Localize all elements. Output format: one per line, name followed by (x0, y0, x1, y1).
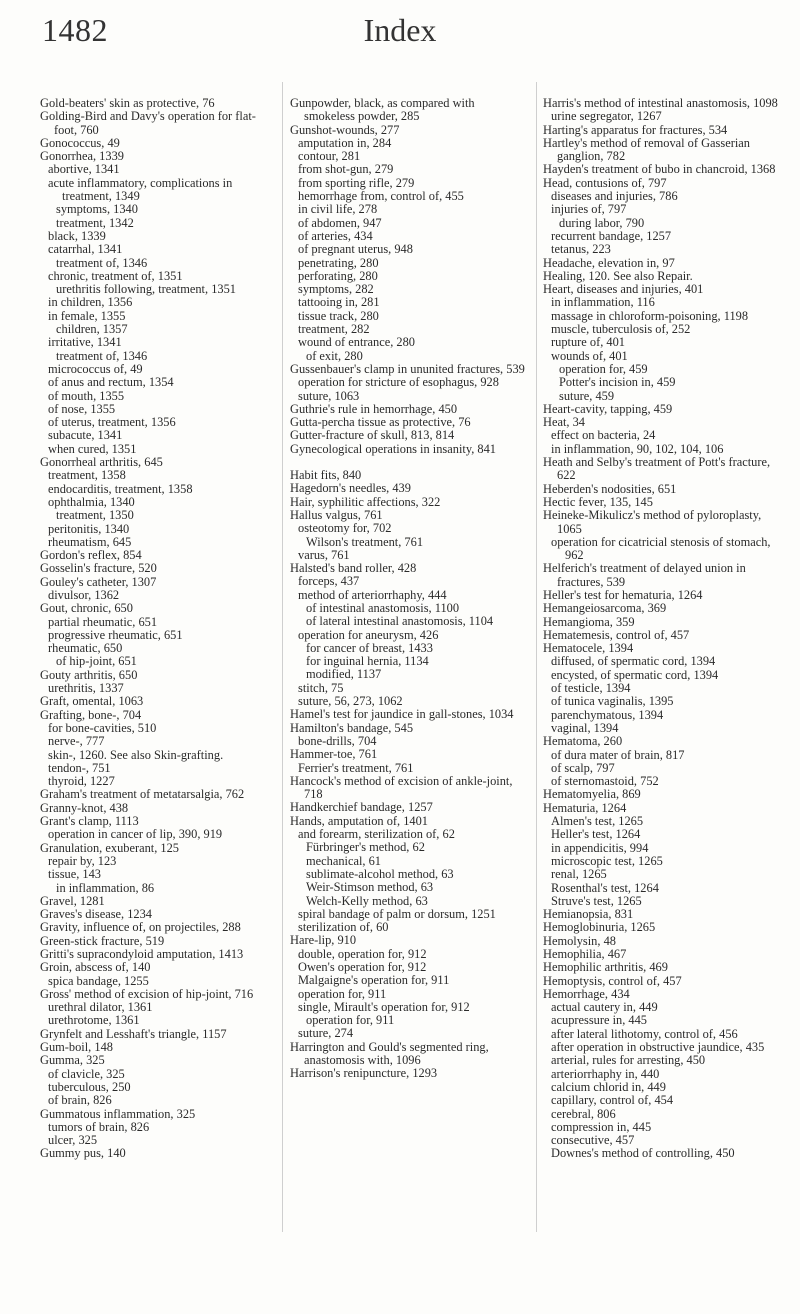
index-entry: Hemophilia, 467 (543, 947, 627, 961)
index-entry: Gonorrheal arthritis, 645 (40, 455, 163, 470)
index-entry: urethral dilator, 1361 (48, 1000, 153, 1015)
index-entry: thyroid, 1227 (48, 774, 115, 789)
page-title: Index (363, 12, 437, 48)
index-entry: after lateral lithotomy, control of, 456 (551, 1026, 738, 1041)
index-entry: for bone-cavities, 510 (48, 720, 157, 735)
index-entry: calcium chlorid in, 449 (551, 1079, 666, 1094)
index-entry: Graham's treatment of metatarsalgia, 762 (40, 787, 245, 802)
index-entry: Halsted's band roller, 428 (290, 561, 417, 576)
index-entry: of dura mater of brain, 817 (551, 747, 685, 762)
index-entry: double, operation for, 912 (298, 946, 427, 961)
index-entry: partial rheumatic, 651 (48, 614, 158, 629)
index-entry: when cured, 1351 (48, 441, 137, 456)
index-entry: actual cautery in, 449 (551, 1000, 658, 1015)
index-column-2 (290, 97, 526, 1081)
index-entry: Gonorrhea, 1339 (40, 149, 124, 164)
index-entry: method of arteriorrhaphy, 444 (298, 587, 447, 602)
index-entry: Gouley's catheter, 1307 (40, 574, 157, 589)
index-entry: for cancer of breast, 1433 (306, 640, 433, 655)
index-entry: Hamel's test for jaundice in gall-stones, 1034 (290, 707, 514, 722)
index-entry: of clavicle, 325 (48, 1066, 125, 1081)
index-entry: contour, 281 (298, 149, 361, 164)
index-entry: Wilson's treatment, 761 (306, 534, 424, 549)
index-entry: Hematocele, 1394 (543, 641, 634, 656)
index-entry: Downes's method of controlling, 450 (551, 1146, 735, 1161)
index-entry: treatment, 1358 (48, 468, 126, 483)
index-entry: catarrhal, 1341 (48, 242, 123, 257)
index-entry: Gravity, influence of, on projectiles, 288 (40, 920, 241, 935)
index-entry: effect on bacteria, 24 (551, 428, 656, 443)
index-entry: single, Mirault's operation for, 912 (298, 999, 470, 1014)
index-entry: Golding-Bird and Davy's operation for flat-foot, 760 (40, 109, 256, 137)
index-entry: tattooing in, 281 (298, 295, 380, 310)
index-entry: urine segregator, 1267 (551, 109, 662, 124)
index-entry: Granulation, exuberant, 125 (40, 840, 180, 855)
index-entry: varus, 761 (298, 547, 350, 562)
index-entry: subacute, 1341 (48, 428, 123, 443)
index-entry: compression in, 445 (551, 1119, 652, 1134)
index-entry: Hematemesis, control of, 457 (543, 627, 690, 642)
index-entry: ophthalmia, 1340 (48, 494, 135, 509)
index-entry: Gross' method of excision of hip-joint, 716 (40, 986, 254, 1001)
index-entry: Heart, diseases and injuries, 401 (543, 282, 704, 297)
index-entry: Guthrie's rule in hemorrhage, 450 (290, 401, 458, 416)
index-entry: Hemianopsia, 831 (543, 907, 634, 922)
index-entry: sublimate-alcohol method, 63 (306, 866, 454, 881)
index-entry: Head, contusions of, 797 (543, 175, 667, 190)
index-entry: Malgaigne's operation for, 911 (298, 973, 450, 988)
index-entry: microscopic test, 1265 (551, 853, 663, 868)
column-divider (282, 82, 283, 1232)
index-entry: of lateral intestinal anastomosis, 1104 (306, 614, 494, 629)
index-entry: of arteries, 434 (298, 228, 373, 243)
index-entry: Hematoma, 260 (543, 734, 623, 749)
index-entry: treatment of, 1346 (56, 255, 148, 270)
index-entry: and forearm, sterilization of, 62 (298, 827, 455, 842)
index-entry: of uterus, treatment, 1356 (48, 415, 176, 430)
index-entry: Graft, omental, 1063 (40, 694, 144, 709)
index-entry: tissue, 143 (48, 867, 102, 882)
index-entry: Heath and Selby's treatment of Pott's fracture, 622 (543, 455, 771, 483)
index-entry: of exit, 280 (306, 348, 363, 363)
index-entry: Rosenthal's test, 1264 (551, 880, 659, 895)
index-entry: of mouth, 1355 (48, 388, 125, 403)
index-entry: Heberden's nodosities, 651 (543, 481, 677, 496)
index-entry: nerve-, 777 (48, 734, 105, 749)
index-entry: acupressure in, 445 (551, 1013, 647, 1028)
index-entry: Hammer-toe, 761 (290, 747, 378, 762)
index-entry: Heller's test for hematuria, 1264 (543, 587, 703, 602)
index-entry: bone-drills, 704 (298, 733, 377, 748)
index-entry: Owen's operation for, 912 (298, 960, 427, 974)
index-entry: Headache, elevation in, 97 (543, 255, 675, 270)
index-entry: spica bandage, 1255 (48, 973, 149, 988)
index-entry: irritative, 1341 (48, 335, 122, 350)
index-entry: of brain, 826 (48, 1093, 112, 1108)
index-entry: perforating, 280 (298, 268, 378, 283)
index-entry: divulsor, 1362 (48, 587, 120, 602)
index-entry: rheumatic, 650 (48, 641, 123, 656)
index-entry: from shot-gun, 279 (298, 162, 394, 177)
index-column-3 (543, 97, 779, 1161)
index-entry: during labor, 790 (559, 215, 645, 230)
index-entry: Weir-Stimson method, 63 (306, 880, 434, 895)
index-entry: Hancock's method of excision of ankle-joint, 718 (290, 773, 513, 802)
index-entry: Gordon's reflex, 854 (40, 548, 142, 563)
index-entry: urethrotome, 1361 (48, 1013, 140, 1028)
index-entry: operation for aneurysm, 426 (298, 627, 439, 642)
index-entry: chronic, treatment of, 1351 (48, 268, 183, 283)
index-entry: consecutive, 457 (551, 1133, 635, 1148)
index-entry: Gold-beaters' skin as protective, 76 (40, 96, 215, 110)
index-entry: after operation in obstructive jaundice, 435 (551, 1040, 765, 1055)
index-entry: Harrison's renipuncture, 1293 (290, 1066, 438, 1081)
index-entry: wound of entrance, 280 (298, 335, 415, 350)
index-entry: of sternomastoid, 752 (551, 774, 659, 789)
index-entry: in children, 1356 (48, 295, 133, 310)
index-entry: peritonitis, 1340 (48, 521, 130, 536)
index-entry: mechanical, 61 (306, 853, 381, 868)
index-entry: treatment, 1350 (56, 508, 134, 523)
index-entry: Struve's test, 1265 (551, 893, 642, 908)
index-entry: penetrating, 280 (298, 255, 379, 270)
index-entry: in civil life, 278 (298, 202, 378, 217)
index-entry: Gritti's supracondyloid amputation, 1413 (40, 947, 244, 961)
index-entry: Helferich's treatment of delayed union in fractures, 539 (543, 561, 746, 589)
index-entry: amputation in, 284 (298, 135, 392, 150)
index-entry: of scalp, 797 (551, 760, 615, 775)
index-entry: suture, 274 (298, 1026, 354, 1041)
index-entry: renal, 1265 (551, 867, 607, 882)
index-entry: modified, 1137 (306, 667, 382, 682)
index-entry: Gouty arthritis, 650 (40, 667, 138, 682)
index-entry: Hemangioma, 359 (543, 614, 635, 629)
index-column-1 (40, 97, 276, 1161)
index-entry: micrococcus of, 49 (48, 361, 143, 376)
index-entry: suture, 56, 273, 1062 (298, 694, 403, 709)
index-entry: osteotomy for, 702 (298, 521, 392, 536)
index-entry: operation for, 911 (306, 1013, 395, 1028)
index-entry: capillary, control of, 454 (551, 1093, 674, 1108)
index-entry: Hayden's treatment of bubo in chancroid, 1368 (543, 162, 776, 177)
index-entry: Ferrier's treatment, 761 (298, 760, 414, 775)
index-entry: arteriorrhaphy in, 440 (551, 1066, 660, 1081)
index-entry: in appendicitis, 994 (551, 840, 649, 855)
index-entry: Welch-Kelly method, 63 (306, 893, 428, 908)
index-entry: Heineke-Mikulicz's method of pyloroplasty, 1065 (543, 508, 762, 536)
index-entry: tuberculous, 250 (48, 1079, 131, 1094)
index-entry: of abdomen, 947 (298, 215, 382, 230)
index-entry: for inguinal hernia, 1134 (306, 654, 429, 669)
index-entry: urethritis, 1337 (48, 681, 124, 696)
index-entry: symptoms, 1340 (56, 202, 138, 217)
index-entry: Hemoptysis, control of, 457 (543, 973, 682, 988)
index-entry: Hectic fever, 135, 145 (543, 494, 653, 509)
index-entry: operation for, 911 (298, 986, 387, 1001)
index-entry: Grant's clamp, 1113 (40, 814, 139, 829)
index-entry: treatment, 282 (298, 322, 370, 337)
index-entry: hemorrhage from, control of, 455 (298, 189, 464, 204)
index-entry: Gravel, 1281 (40, 893, 105, 908)
index-entry: children, 1357 (56, 322, 128, 337)
index-entry: Hematomyelia, 869 (543, 787, 641, 802)
index-entry: Grynfelt and Lesshaft's triangle, 1157 (40, 1026, 227, 1041)
index-entry: massage in chloroform-poisoning, 1198 (551, 308, 749, 323)
index-entry: Gutter-fracture of skull, 813, 814 (290, 428, 455, 443)
index-entry: treatment of, 1346 (56, 348, 148, 363)
index-entry: operation for cicatricial stenosis of stomach, 962 (551, 534, 771, 563)
index-entry: abortive, 1341 (48, 162, 120, 177)
index-entry: Gummatous inflammation, 325 (40, 1106, 196, 1121)
index-entry: operation for stricture of esophagus, 928 (298, 375, 499, 390)
index-entry: operation in cancer of lip, 390, 919 (48, 827, 223, 842)
index-entry: Hemophilic arthritis, 469 (543, 960, 668, 975)
index-entry: Gosselin's fracture, 520 (40, 561, 157, 576)
index-entry: in inflammation, 86 (56, 880, 155, 895)
index-entry: vaginal, 1394 (551, 720, 619, 735)
page-number: 1482 (42, 12, 108, 48)
index-entry: Harris's method of intestinal anastomosis, 1098 (543, 96, 778, 110)
index-entry: in female, 1355 (48, 308, 126, 323)
index-entry: muscle, tuberculosis of, 252 (551, 322, 691, 337)
index-entry: tissue track, 280 (298, 308, 379, 323)
index-entry: rheumatism, 645 (48, 534, 132, 549)
index-entry: Potter's incision in, 459 (559, 375, 676, 390)
index-entry: progressive rheumatic, 651 (48, 627, 183, 642)
index-entry: Groin, abscess of, 140 (40, 960, 151, 975)
index-entry: Habit fits, 840 (290, 468, 362, 483)
index-entry: Almen's test, 1265 (551, 814, 644, 829)
index-entry: tendon-, 751 (48, 760, 111, 775)
index-entry: Heart-cavity, tapping, 459 (543, 401, 673, 416)
index-entry: Heller's test, 1264 (551, 827, 641, 842)
index-entry: Gummy pus, 140 (40, 1146, 126, 1161)
index-entry: wounds of, 401 (551, 348, 628, 363)
index-entry: encysted, of spermatic cord, 1394 (551, 667, 719, 682)
index-entry: injuries of, 797 (551, 202, 627, 217)
index-entry: tumors of brain, 826 (48, 1119, 150, 1134)
index-entry: from sporting rifle, 279 (298, 175, 415, 190)
index-entry: suture, 459 (559, 388, 615, 403)
index-entry: diffused, of spermatic cord, 1394 (551, 654, 716, 669)
index-entry: treatment, 1342 (56, 215, 134, 230)
index-entry: Hagedorn's needles, 439 (290, 481, 411, 496)
index-entry: tetanus, 223 (551, 242, 611, 257)
index-entry: Gum-boil, 148 (40, 1040, 113, 1055)
index-entry: diseases and injuries, 786 (551, 189, 678, 204)
index-entry: arterial, rules for arresting, 450 (551, 1053, 706, 1068)
index-entry: acute inflammatory, complications in treatment, 1349 (48, 175, 233, 204)
index-entry: Grafting, bone-, 704 (40, 707, 142, 722)
index-entry: Gonococcus, 49 (40, 135, 120, 150)
index-entry: Gunshot-wounds, 277 (290, 122, 400, 137)
index-entry: Handkerchief bandage, 1257 (290, 800, 433, 815)
index-entry: black, 1339 (48, 228, 106, 243)
index-entry: of testicle, 1394 (551, 681, 631, 696)
index-entry: Heat, 34 (543, 415, 585, 430)
index-entry: Granny-knot, 438 (40, 800, 129, 815)
index-entry: of nose, 1355 (48, 401, 116, 416)
index-entry: Hands, amputation of, 1401 (290, 813, 428, 828)
index-entry: Gutta-percha tissue as protective, 76 (290, 415, 471, 430)
index-entry: repair by, 123 (48, 853, 117, 868)
index-entry: forceps, 437 (298, 574, 360, 589)
index-entry: Hematuria, 1264 (543, 800, 627, 815)
index-entry: Hair, syphilitic affections, 322 (290, 494, 441, 509)
index-entry: Gussenbauer's clamp in ununited fractures, 539 (290, 361, 525, 376)
index-entry: endocarditis, treatment, 1358 (48, 481, 193, 496)
index-entry: in inflammation, 90, 102, 104, 106 (551, 441, 724, 456)
index-entry: Fürbringer's method, 62 (306, 840, 425, 855)
index-entry: Harting's apparatus for fractures, 534 (543, 122, 728, 137)
index-entry: recurrent bandage, 1257 (551, 228, 672, 243)
index-entry: parenchymatous, 1394 (551, 707, 664, 722)
index-entry: of anus and rectum, 1354 (48, 375, 174, 390)
index-entry: suture, 1063 (298, 388, 360, 403)
index-entry: Gynecological operations in insanity, 841 (290, 441, 497, 456)
index-entry: Hemoglobinuria, 1265 (543, 920, 656, 935)
index-entry: operation for, 459 (559, 361, 648, 376)
index-entry: sterilization of, 60 (298, 920, 389, 935)
index-entry: of pregnant uterus, 948 (298, 242, 413, 257)
index-entry: of tunica vaginalis, 1395 (551, 694, 674, 709)
index-entry: stitch, 75 (298, 680, 344, 695)
index-entry: urethritis following, treatment, 1351 (56, 282, 236, 297)
index-entry: Hallus valgus, 761 (290, 507, 383, 522)
index-entry: Gout, chronic, 650 (40, 601, 133, 616)
index-entry: Harrington and Gould's segmented ring, anastomosis with, 1096 (290, 1039, 489, 1068)
index-entry: Hemolysin, 48 (543, 933, 616, 948)
index-entry: Hamilton's bandage, 545 (290, 720, 414, 735)
index-entry: skin-, 1260. See also Skin-grafting. (48, 747, 224, 762)
index-entry: in inflammation, 116 (551, 295, 655, 310)
index-entry: Healing, 120. See also Repair. (543, 268, 693, 283)
index-entry: Hemangeiosarcoma, 369 (543, 601, 667, 616)
index-entry: Hemorrhage, 434 (543, 986, 630, 1001)
index-entry: Graves's disease, 1234 (40, 907, 152, 922)
index-entry: Gunpowder, black, as compared with smokeless powder, 285 (290, 96, 475, 124)
index-entry: symptoms, 282 (298, 282, 374, 297)
index-entry: Hartley's method of removal of Gasserian ganglion, 782 (543, 135, 750, 164)
index-entry: ulcer, 325 (48, 1133, 98, 1148)
index-entry: of hip-joint, 651 (56, 654, 137, 669)
index-entry: Hare-lip, 910 (290, 933, 357, 948)
column-divider (536, 82, 537, 1232)
index-entry: cerebral, 806 (551, 1106, 616, 1121)
index-entry: Green-stick fracture, 519 (40, 933, 165, 948)
index-entry: of intestinal anastomosis, 1100 (306, 600, 460, 615)
index-entry: rupture of, 401 (551, 335, 625, 350)
index-entry: Gumma, 325 (40, 1053, 105, 1068)
index-entry: spiral bandage of palm or dorsum, 1251 (298, 906, 496, 921)
